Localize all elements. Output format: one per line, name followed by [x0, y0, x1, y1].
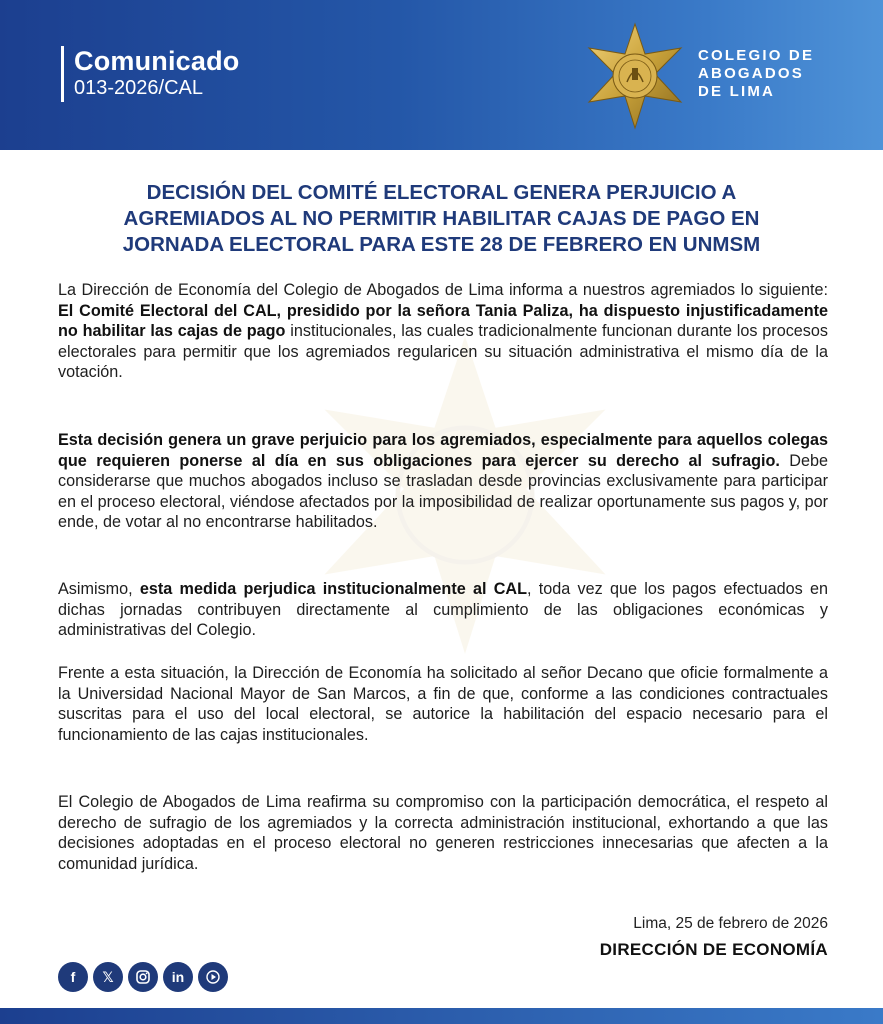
- org-name-line: COLEGIO DE: [698, 47, 815, 64]
- paragraph-1: [58, 280, 828, 383]
- org-name-line: DE LIMA: [698, 83, 776, 100]
- paragraph-bold-text: El Comité Electoral del CAL, presidido por la señora Tania Paliza, ha dispuesto injustificadamente no habilitar las cajas de pago: [58, 301, 828, 341]
- closing-date: Lima, 25 de febrero de 2026: [633, 915, 828, 932]
- facebook-glyph: f: [70, 969, 76, 985]
- footer-bar: [0, 1008, 883, 1024]
- paragraph-4: Frente a esta situación, la Dirección de Economía ha solicitado al señor Decano que oficie formalmente a la Universidad Nacional Mayor de San Marcos, a fin de que, conforme a las condiciones contractuales suscritas para el uso del local electoral, se autorice la habilitación del espacio necesario para el funcionamiento de las cajas institucionales.: [58, 664, 828, 744]
- paragraph-text: La Dirección de Economía del Colegio de Abogados de Lima informa a nuestros agremiados lo siguiente:: [58, 281, 828, 299]
- closing-signature: DIRECCIÓN DE ECONOMÍA: [599, 940, 828, 959]
- linkedin-icon[interactable]: [163, 962, 193, 992]
- x-icon[interactable]: [93, 962, 123, 992]
- cal-star-emblem-icon: [583, 22, 687, 130]
- social-links: [58, 962, 228, 992]
- linkedin-glyph: in: [171, 969, 185, 985]
- headline: [40, 180, 843, 258]
- paragraph-bold-text: esta medida perjudica institucionalmente al CAL: [139, 580, 527, 598]
- paragraph-3: [58, 579, 828, 641]
- paragraph-text: Debe considerarse que muchos abogados incluso se trasladan desde provincias exclusivamente para participar en el proceso electoral, viéndose afectados por la imposibilidad de realizar oportunamente sus pagos y, por ende, de votar al no encontrarse habilitados.: [58, 451, 828, 532]
- communique-code: 013-2026/CAL: [74, 77, 203, 99]
- youtube-icon[interactable]: [198, 962, 228, 992]
- organization-name: [698, 47, 814, 101]
- org-name-line: ABOGADOS: [698, 65, 804, 82]
- x-glyph: 𝕏: [102, 968, 114, 985]
- paragraph-text: , toda vez que los pagos efectuados en dichas jornadas contribuyen directamente al cumplimiento de las obligaciones económicas y administrativas del Colegio.: [58, 580, 828, 640]
- communique-block: [61, 46, 240, 102]
- headline-line: JORNADA ELECTORAL PARA ESTE 28 DE FEBRERO EN UNMSM: [122, 233, 761, 256]
- headline-line: AGREMIADOS AL NO PERMITIR HABILITAR CAJAS DE PAGO EN: [123, 207, 760, 230]
- paragraph-bold-text: Esta decisión genera un grave perjuicio para los agremiados, especialmente para aquellos colegas que requieren ponerse al día en sus obligaciones para ejercer su derecho al sufragio.: [58, 431, 828, 470]
- communique-title: Comunicado: [74, 46, 240, 76]
- facebook-icon[interactable]: [58, 962, 88, 992]
- youtube-glyph: [205, 969, 221, 985]
- instagram-icon[interactable]: [128, 962, 158, 992]
- paragraph-2: [58, 430, 828, 533]
- paragraph-text: Asimismo,: [58, 580, 140, 598]
- paragraph-5: El Colegio de Abogados de Lima reafirma su compromiso con la participación democrática, el respeto al derecho de sufragio de los agremiados y la correcta administración institucional, exhortando a que las decisiones adoptadas en el proceso electoral no generen restricciones innecesarias que afecten a la comunidad jurídica.: [58, 793, 828, 873]
- header-banner: [0, 0, 883, 150]
- instagram-glyph: [135, 969, 151, 985]
- paragraph-text: institucionales, las cuales tradicionalmente funcionan durante los procesos electorales para permitir que los agremiados regularicen su situación administrativa el mismo día de la votación.: [58, 322, 828, 382]
- headline-line: DECISIÓN DEL COMITÉ ELECTORAL GENERA PERJUICIO A: [146, 181, 737, 204]
